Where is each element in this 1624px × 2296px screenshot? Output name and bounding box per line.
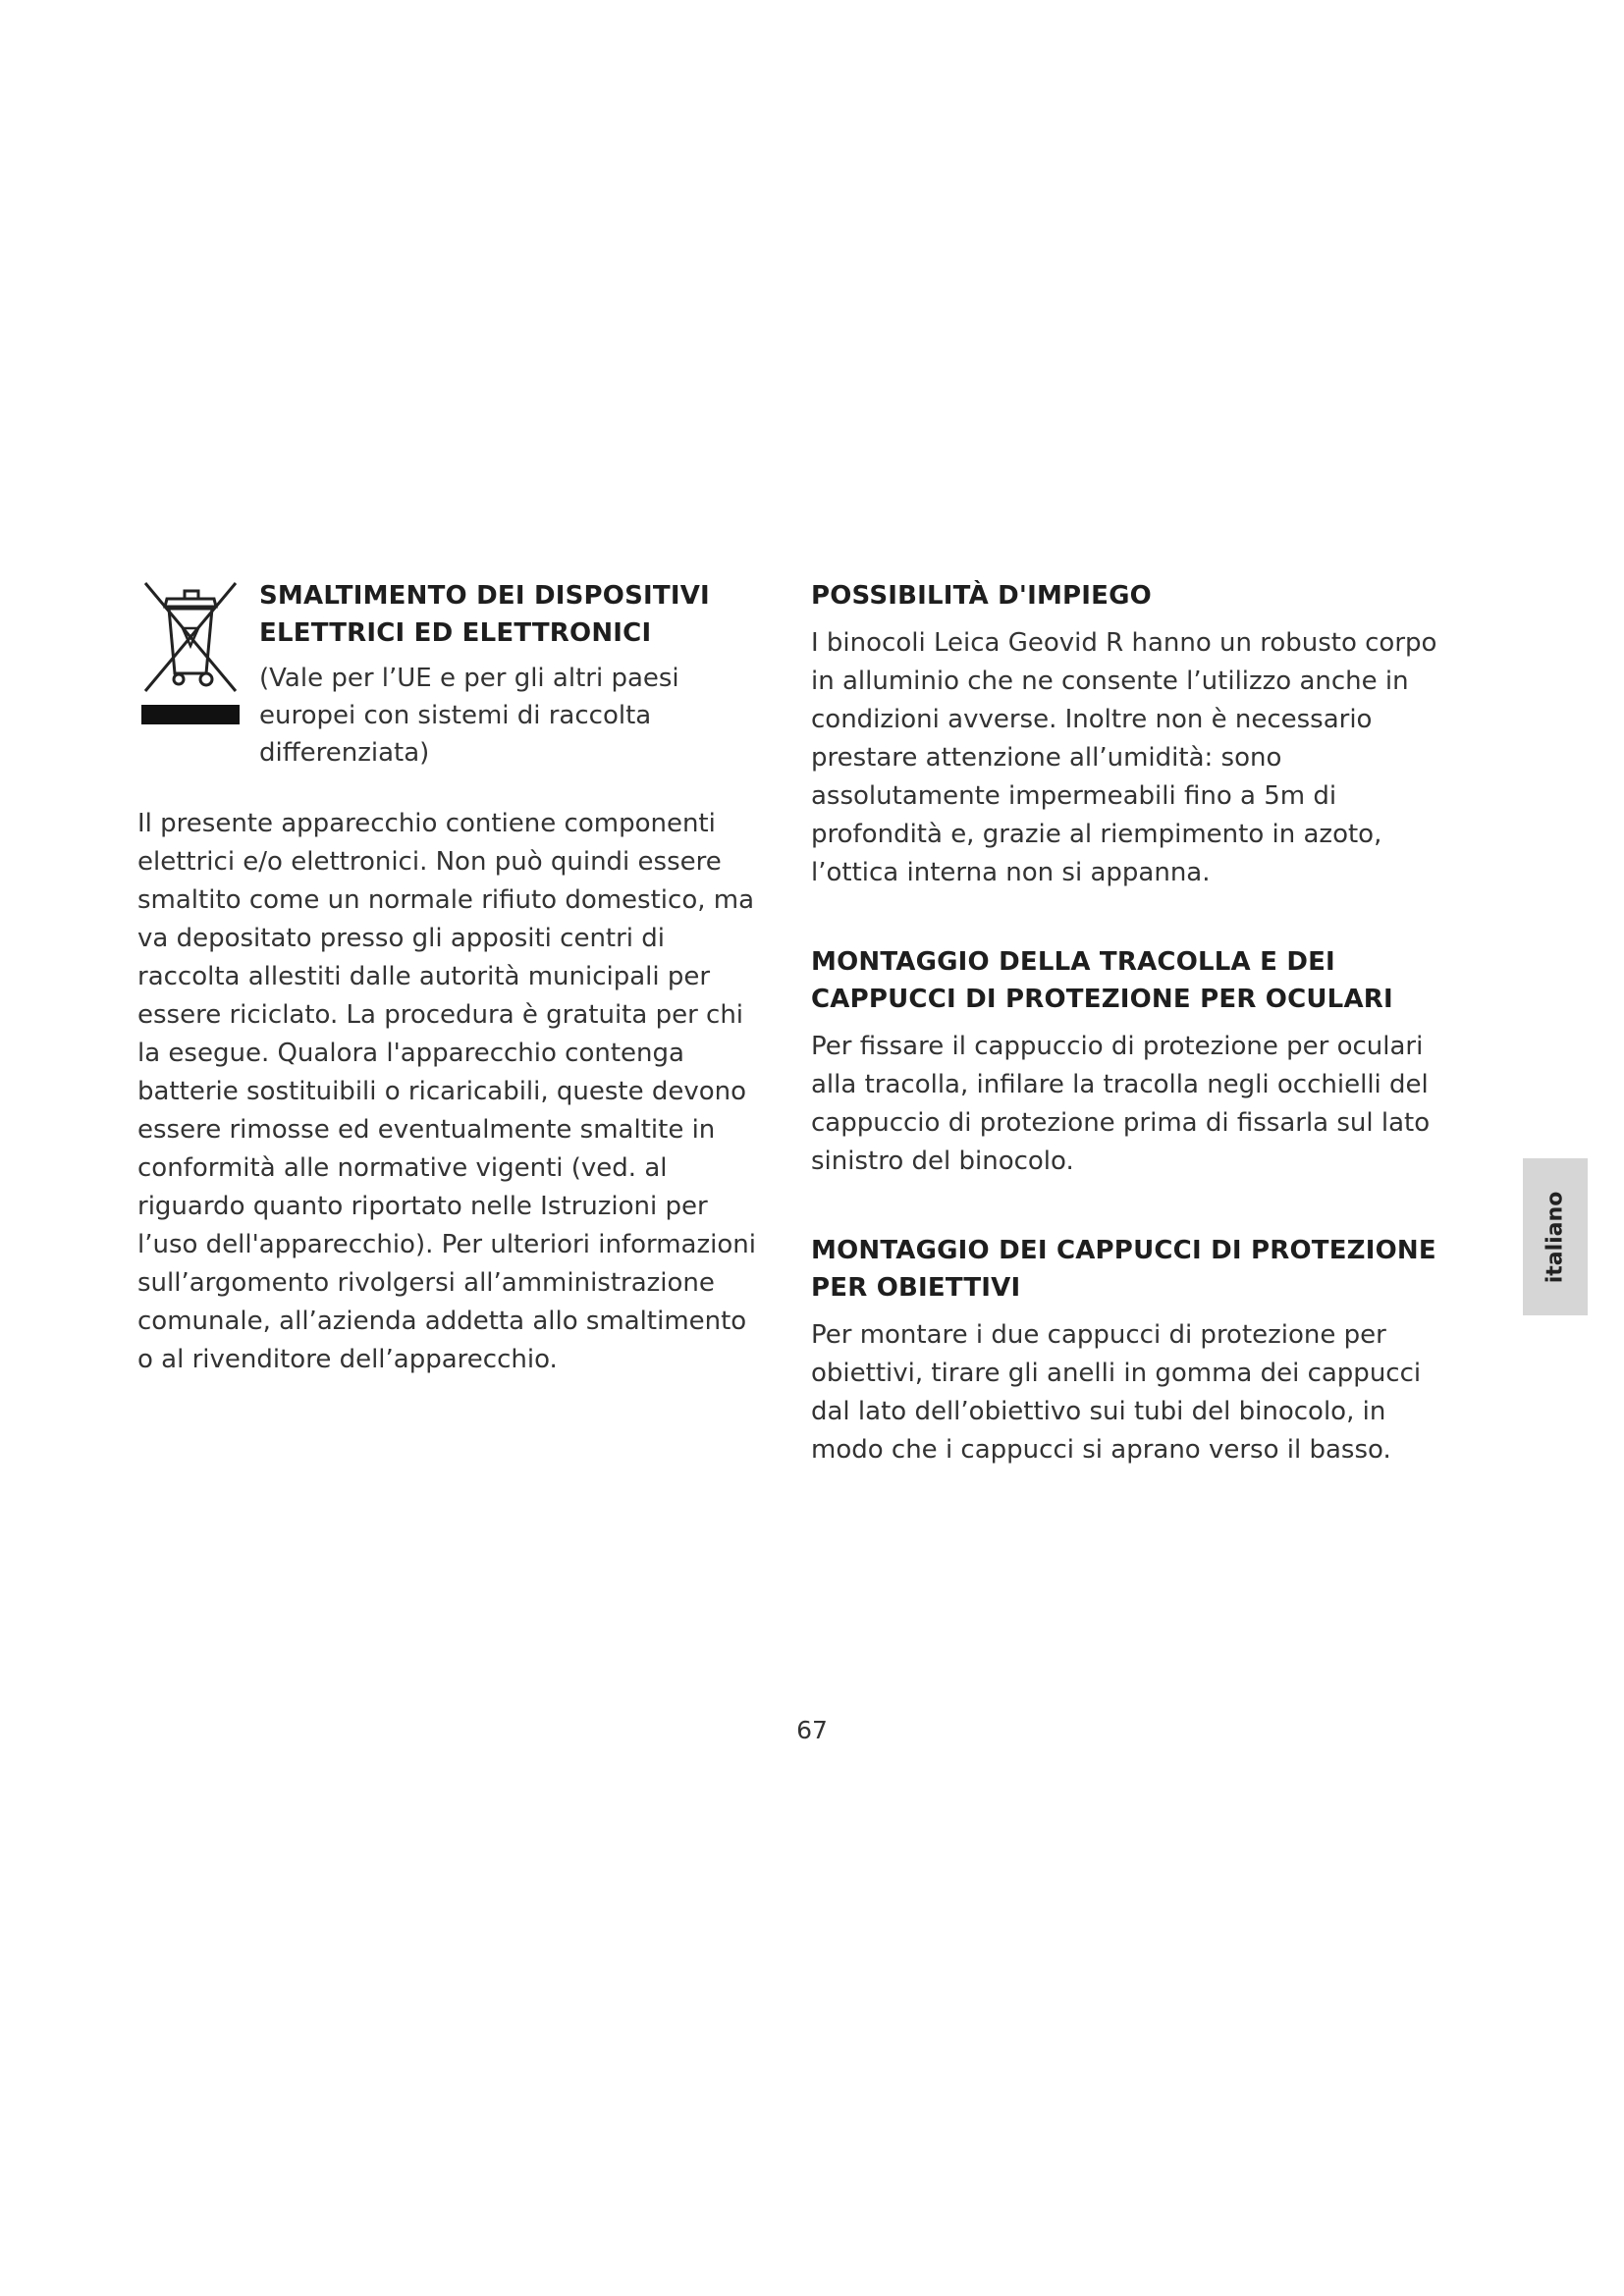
weee-subtitle: (Vale per l’UE e per gli altri paesi europei con sistemi di raccolta differenziata) <box>259 664 679 768</box>
section-usage <box>811 577 1439 892</box>
weee-body: Il presente apparecchio contiene componenti elettrici e/o elettronici. Non può quindi essere smaltito come un normale rifiuto domestico, ma va depositato presso gli appositi centri di raccolta allestiti dalle autorità municipali per essere riciclato. La procedura è gratuita per chi la esegue. Qualora l'apparecchio contenga batterie sostituibili o ricaricabili, queste devono essere rimosse ed eventualmente smaltite in conformità alle normative vigenti (ved. al riguardo quanto riportato nelle Istruzioni per l’uso dell'apparecchio). Per ulteriori informazioni sull’argomento rivolgersi all’amministrazione comunale, all’azienda addetta allo smaltimento o al rivenditore dell’apparecchio. <box>137 809 756 1374</box>
left-column <box>137 577 756 1379</box>
crossed-out-wheelie-bin-icon <box>137 577 244 734</box>
language-tab-label: italiano <box>1543 1191 1568 1283</box>
weee-title-line2: ELETTRICI ED ELETTRONICI <box>259 618 652 648</box>
section-body: Per montare i due cappucci di protezione per obiettivi, tirare gli anelli in gomma dei cappucci dal lato dell’obiettivo sui tubi del binocolo, in modo che i cappucci si aprano verso il basso. <box>811 1320 1422 1465</box>
section-objective-caps <box>811 1232 1439 1469</box>
page-number: 67 <box>796 1716 828 1744</box>
section-body: I binocoli Leica Geovid R hanno un robusto corpo in alluminio che ne consente l’utilizzo anche in condizioni avverse. Inoltre non è necessario prestare attenzione all’umidità: sono assolutamente impermeabili fino a 5m di profondità e, grazie al riempimento in azoto, l’ottica interna non si appanna. <box>811 628 1437 887</box>
section-title: MONTAGGIO DEI CAPPUCCI DI PROTEZIONE PER OBIETTIVI <box>811 1236 1436 1303</box>
language-tab <box>1523 1158 1588 1315</box>
section-title: MONTAGGIO DELLA TRACOLLA E DEI CAPPUCCI DI PROTEZIONE PER OCULARI <box>811 947 1393 1014</box>
section-strap <box>811 943 1439 1181</box>
right-column <box>811 577 1439 1521</box>
section-body: Per fissare il cappuccio di protezione per oculari alla tracolla, infilare la tracolla negli occhielli del cappuccio di protezione prima di fissarla sul lato sinistro del binocolo. <box>811 1032 1431 1176</box>
weee-header <box>137 577 756 805</box>
weee-title-line1: SMALTIMENTO DEI DISPOSITIVI <box>259 581 710 611</box>
section-title: POSSIBILITÀ D'IMPIEGO <box>811 581 1152 611</box>
weee-text <box>259 577 750 772</box>
